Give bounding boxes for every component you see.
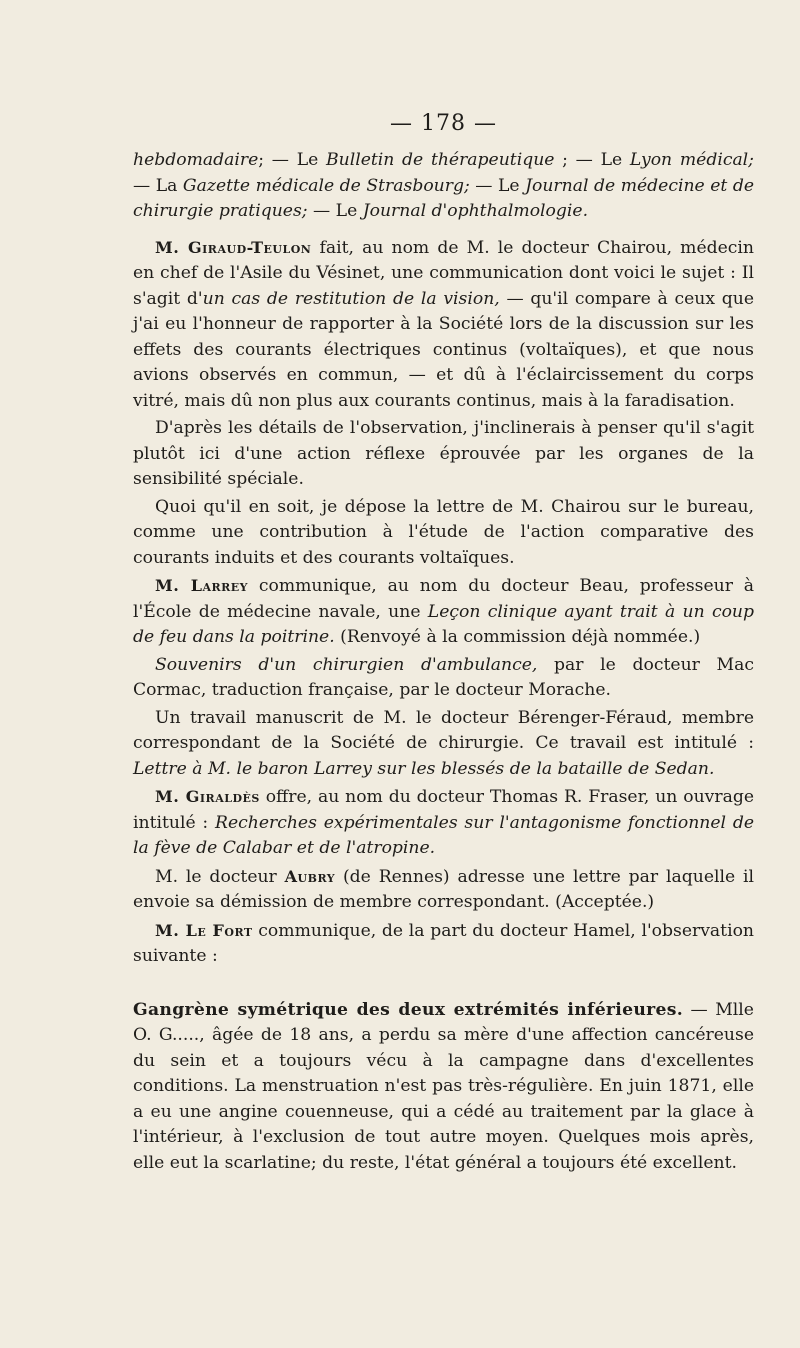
journal-title: hebdomadaire (133, 150, 259, 170)
journal-title: Journal de médecine et de chirurgie pratiques; (133, 175, 754, 221)
communication-title: un cas de restitution de la vision, (202, 288, 500, 309)
journal-title: Gazette médicale de Strasbourg; (182, 175, 470, 196)
page-number: — 178 — (390, 111, 497, 136)
speaker-name: M. Le Fort (155, 920, 253, 940)
paragraph-giraud-teulon: M. Giraud-Teulon fait, au nom de M. le docteur Chairou, médecin en chef de l'Asile du Vésinet, une communication dont voici le sujet : Il s'agit d'un cas de restitution de la vision, — qu'il compare à ceux que j'ai eu l'honneur de rapporter à la Société lors de la discussion sur les effets des courants électriques continus (voltaïques), et que nous avions observés en commun, — et dû à l'éclaircissement du corps vitré, mais dû non plus aux courants continus, mais à la faradisation. (133, 237, 755, 411)
section-gap (133, 972, 754, 998)
case-report: Gangrène symétrique des deux extrémités inférieures. — Mlle O. G....., âgée de 18 ans, a perdu sa mère d'une affection cancéreuse du sein et a toujours vécu à la campagne dans d'excellentes conditions. La menstruation n'est pas très-régulière. En juin 1871, elle a eu une angine couenneuse, qui a cédé au traitement par la glace à l'intérieur, à l'exclusion de tout autre moyen. Quelques mois après, elle eut la scarlatine; du reste, l'état général a toujours été excellent. (133, 999, 754, 1173)
paragraph-observation: D'après les détails de l'observation, j'inclinerais à penser qu'il s'agit plutôt ici d'une action réflexe éprouvée par les organes de la sensibilité spéciale. (133, 418, 754, 489)
journal-title: Bulletin de thérapeutique (326, 150, 555, 170)
paragraph-larrey: M. Larrey communique, au nom du docteur Beau, professeur à l'École de médecine navale, une Leçon clinique ayant trait à un coup de feu dans la poitrine. (Renvoyé à la commission déjà nommée.) (133, 576, 755, 647)
speaker-name: Aubry (284, 866, 336, 886)
page-body (133, 148, 754, 1176)
paragraph-journals: hebdomadaire; — Le Bulletin de thérapeutique ; — Le Lyon médical; — La Gazette médicale de Strasbourg; — Le Journal de médecine et de chirurgie pratiques; — Le Journal d'ophthalmologie. (133, 150, 754, 221)
work-title: Recherches expérimentales sur l'antagonisme fonctionnel de la fève de Calabar et de l'atropine. (133, 812, 754, 858)
work-title: Lettre à M. le baron Larrey sur les blessés de la bataille de Sedan. (133, 758, 715, 779)
paragraph-giraldes: M. Giraldès offre, au nom du docteur Thomas R. Fraser, un ouvrage intitulé : Recherches expérimentales sur l'antagonisme fonctionnel de la fève de Calabar et de l'atropine. (133, 787, 754, 858)
case-title: Gangrène symétrique des deux extrémités inférieures. (133, 999, 683, 1020)
speaker-name: M. Giraud-Teulon (155, 237, 312, 257)
paragraph-berenger-feraud: Un travail manuscrit de M. le docteur Bérenger-Féraud, membre correspondant de la Société de chirurgie. Ce travail est intitulé : Lettre à M. le baron Larrey sur les blessés de la bataille de Sedan. (133, 707, 754, 779)
paragraph-le-fort: M. Le Fort communique, de la part du docteur Hamel, l'observation suivante : (133, 920, 755, 966)
paragraph-souvenirs: Souvenirs d'un chirurgien d'ambulance, par le docteur Mac Cormac, traduction française, par le docteur Morache. (133, 654, 754, 700)
journal-title: Journal d'ophthalmologie. (362, 201, 589, 221)
journal-title: Lyon médical; (629, 150, 754, 170)
work-title: Souvenirs d'un chirurgien d'ambulance, (155, 654, 538, 675)
speaker-name: M. Larrey (155, 576, 249, 595)
paragraph-deposit: Quoi qu'il en soit, je dépose la lettre de M. Chairou sur le bureau, comme une contribution à l'étude de l'action comparative des courants induits et des courants voltaïques. (133, 496, 754, 568)
speaker-name: M. Giraldès (155, 787, 260, 806)
paragraph-aubry: M. le docteur Aubry (de Rennes) adresse une lettre par laquelle il envoie sa démission de membre correspondant. (Acceptée.) (133, 866, 755, 912)
work-title: Leçon clinique ayant trait à un coup de feu dans la poitrine. (133, 601, 754, 647)
